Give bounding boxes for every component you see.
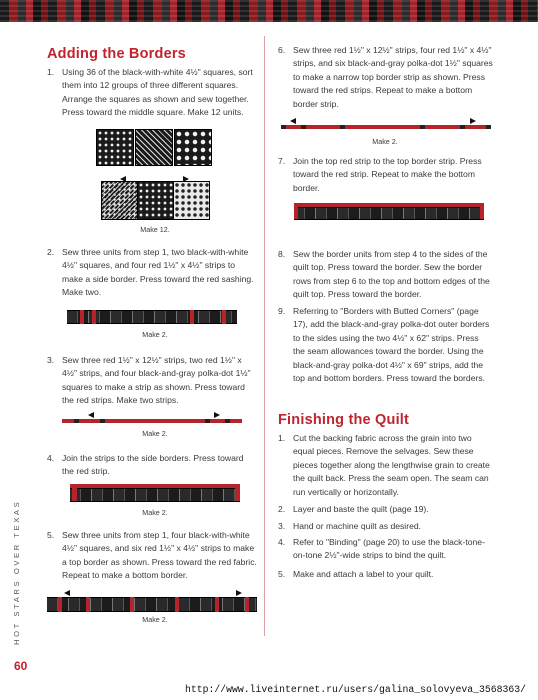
step-text: Make and attach a label to your quilt. [293, 569, 434, 579]
finish-step-1 [278, 432, 493, 499]
border-strip [294, 207, 484, 220]
step-4 [47, 452, 257, 479]
step-text: Layer and baste the quilt (page 19). [293, 504, 429, 514]
step-number: 3. [278, 521, 286, 531]
red-sashing [215, 597, 219, 612]
press-arrow-icon [236, 590, 242, 596]
step-number: 6. [278, 45, 286, 55]
red-sashing [235, 484, 240, 501]
column-divider [264, 36, 265, 636]
finish-step-4 [278, 536, 493, 563]
press-arrow-icon [120, 176, 126, 182]
polka-dot-square [281, 125, 286, 129]
polka-dot-square [486, 125, 491, 129]
step-number: 7. [278, 156, 286, 166]
caption-make-2: Make 2. [372, 137, 398, 146]
step-number: 4. [278, 537, 286, 547]
polka-dot-square [460, 125, 465, 129]
press-arrow-icon [470, 118, 476, 124]
page-number: 60 [14, 659, 28, 673]
step-5 [47, 529, 257, 583]
step-number: 4. [47, 453, 55, 463]
source-url[interactable]: http://www.liveinternet.ru/users/galina_solovyeva_3568363/ [185, 684, 526, 695]
step-3 [47, 354, 257, 408]
polka-dot-square [340, 125, 345, 129]
red-strip [62, 419, 242, 423]
black-white-square [135, 129, 173, 166]
red-sashing [80, 310, 84, 324]
step-2 [47, 246, 257, 300]
caption-make-2: Make 2. [142, 429, 168, 438]
black-white-square [96, 129, 134, 166]
polka-dot-square [420, 125, 425, 129]
step-number: 1. [47, 67, 55, 77]
press-arrow-icon [290, 118, 296, 124]
black-white-square [101, 181, 138, 220]
polka-dot-square [205, 419, 210, 423]
press-arrow-icon [214, 412, 220, 418]
step-text: Join the top red strip to the top border strip. Press toward the red strip. Repeat to make the bottom border. [293, 156, 482, 193]
step-text: Sew three units from step 1, four black-with-white 4½" squares, and six red 1½" x 4½" strips to make a top border as shown. Press toward the red fabric. Repeat to make a bottom border. [62, 530, 257, 581]
caption-make-2: Make 2. [142, 330, 168, 339]
step-number: 2. [278, 504, 286, 514]
red-sashing [190, 310, 194, 324]
caption-make-2: Make 2. [142, 508, 168, 517]
step-6 [278, 44, 493, 111]
finish-step-3 [278, 520, 493, 533]
red-sashing [175, 597, 179, 612]
step-number: 8. [278, 249, 286, 259]
red-sashing [92, 310, 96, 324]
book-title-vertical: HOT STARS OVER TEXAS [12, 499, 21, 645]
step-number: 2. [47, 247, 55, 257]
border-strip [70, 488, 240, 502]
polka-dot-square [301, 125, 306, 129]
step-text: Sew three red 1½" x 12½" strips, four red 1½" x 4½" strips, and six black-and-gray polka-dot 1½" squares to make a narrow top border strip as shown. Press toward the red strips. Repeat to make a bottom border strip. [293, 45, 493, 109]
red-sashing [130, 597, 134, 612]
polka-dot-square [74, 419, 79, 423]
press-arrow-icon [183, 176, 189, 182]
caption-make-2: Make 2. [142, 615, 168, 624]
black-white-square [174, 129, 212, 166]
step-number: 9. [278, 306, 286, 316]
red-sashing [86, 597, 90, 612]
section-heading-borders: Adding the Borders [47, 46, 186, 62]
step-text: Cut the backing fabric across the grain into two equal pieces. Remove the selvages. Sew these pieces together along the lengthwise grain to create the quilt back. Press the seam open. The seam can run vertically or horizontally. [293, 433, 490, 497]
step-8 [278, 248, 493, 302]
step-text: Join the strips to the side borders. Press toward the red strip. [62, 453, 244, 477]
step-number: 5. [278, 569, 286, 579]
caption-make-12: Make 12. [140, 225, 170, 234]
step-text: Using 36 of the black-with-white 4½" squares, sort them into 12 groups of three different squares. Arrange the squares as shown and sew together. Press toward the middle square. Make 12 units. [62, 67, 253, 118]
step-text: Referring to "Borders with Butted Corners" (page 17), add the black-and-gray polka-dot outer borders to the sides using the two 4½" x 62" strips. Press the seam allowances toward the border. Using the black-and-gray polka-dot 4½" x 69" strips, add the top and bottom borders. Press toward the borders. [293, 306, 490, 384]
step-7 [278, 155, 493, 195]
polka-dot-square [100, 419, 105, 423]
step-text: Hand or machine quilt as desired. [293, 521, 422, 531]
press-arrow-icon [64, 590, 70, 596]
fabric-banner [0, 0, 538, 22]
finish-step-2 [278, 503, 493, 516]
step-number: 3. [47, 355, 55, 365]
finish-step-5 [278, 568, 493, 581]
red-sashing [480, 203, 484, 219]
step-text: Refer to "Binding" (page 20) to use the black-tone-on-tone 2½"-wide strips to bind the quilt. [293, 537, 485, 561]
red-sashing [58, 597, 62, 612]
black-white-square [137, 181, 174, 220]
step-text: Sew the border units from step 4 to the sides of the quilt top. Press toward the border. Sew the border rows from step 6 to the top and bottom edges of the quilt top. Press toward the border. [293, 249, 490, 300]
step-9 [278, 305, 493, 385]
step-number: 1. [278, 433, 286, 443]
polka-dot-square [225, 419, 230, 423]
red-sashing [294, 203, 298, 219]
section-heading-finishing: Finishing the Quilt [278, 412, 410, 428]
step-1 [47, 66, 257, 120]
press-arrow-icon [88, 412, 94, 418]
red-sashing [245, 597, 249, 612]
border-strip [47, 597, 257, 612]
red-sashing [72, 484, 77, 501]
step-text: Sew three red 1½" x 12½" strips, two red 1½" x 4½" strips, and four black-and-gray polka-dot 1½" squares to make a strip as shown. Press toward the red strips. Make two strips. [62, 355, 251, 406]
black-white-square [173, 181, 210, 220]
step-number: 5. [47, 530, 55, 540]
red-sashing [222, 310, 226, 324]
step-text: Sew three units from step 1, two black-with-white 4½" squares, and four red 1½" x 4½" strips to make a side border. Press toward the red sashing. Make two. [62, 247, 254, 298]
